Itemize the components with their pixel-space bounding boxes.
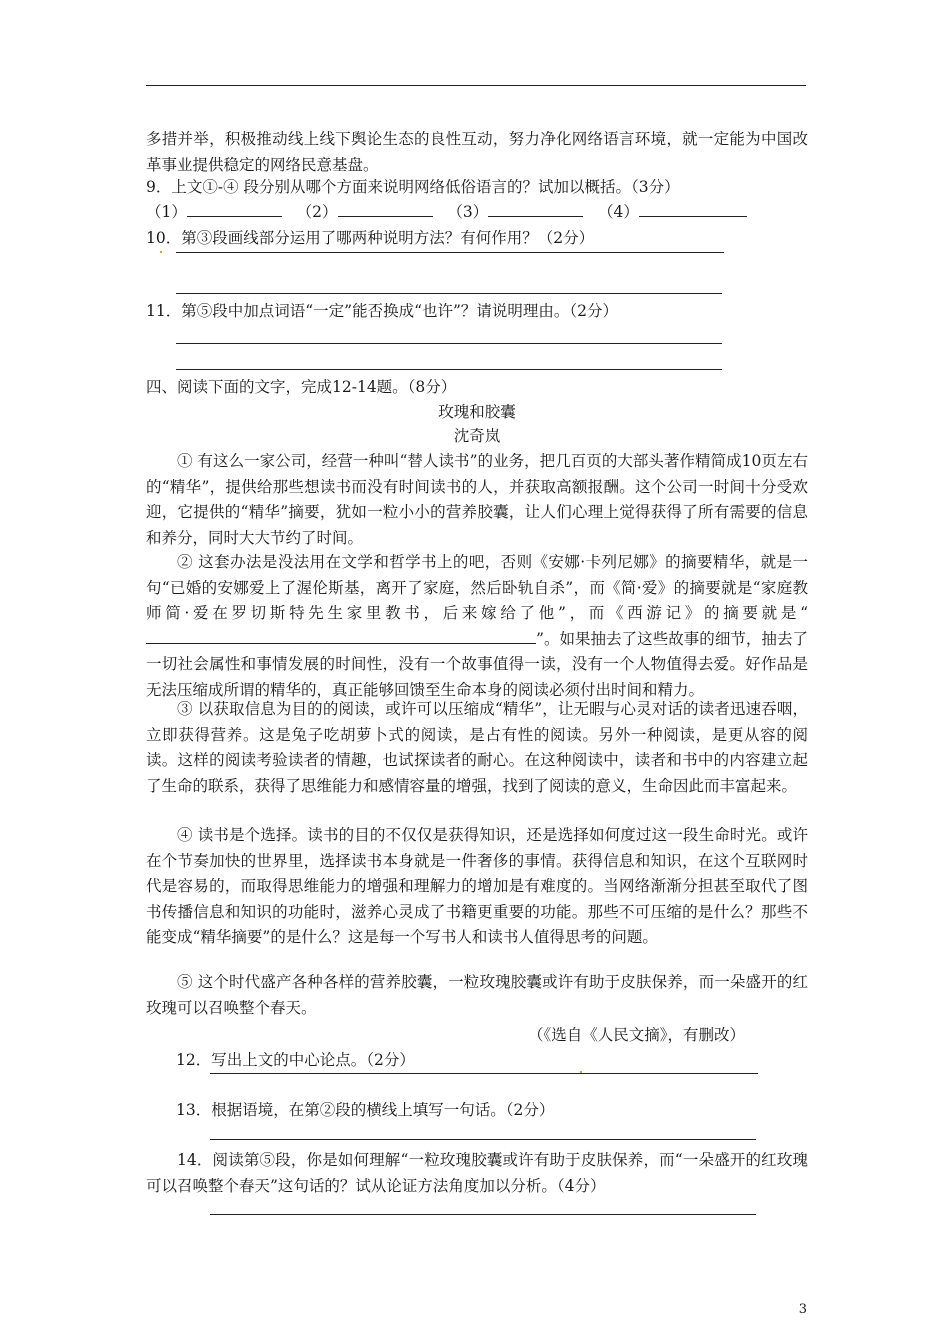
q14-answer-line[interactable]	[210, 1214, 756, 1215]
section-4-heading: 四、阅读下面的文字，完成12-14题。（8分）	[146, 378, 457, 396]
q13-answer-line[interactable]	[210, 1139, 756, 1140]
q9-label-1: （1）	[146, 203, 187, 221]
paragraph-2-part-a: ② 这套办法是没法用在文学和哲学书上的吧，否则《安娜·卡列尼娜》的摘要精华，就是一句“已婚的安娜爱上了渥伦斯基，离开了家庭，然后卧轨自杀”，而《简·爱》的摘要就是“家庭教师简·爱在罗切斯特先生家里教书，后来嫁给了他”，而《西游记》的摘要就是“	[146, 553, 808, 622]
article-paragraph-4: ④ 读书是个选择。读书的目的不仅仅是获得知识，还是选择如何度过这一段生命时光。或许在个节奏加快的世界里，选择读书本身就是一件奢侈的事情。获得信息和知识，在这个互联网时代是容易的，而取得思维能力的增强和理解力的增加是有难度的。当网络渐渐分担甚至取代了图书传播信息和知识的功能时，滋养心灵成了书籍更重要的功能。那些不可压缩的是什么？那些不能变成“精华摘要”的是什么？这是每一个写书人和读书人值得思考的问题。	[146, 826, 808, 946]
question-12: 12．写出上文的中心论点。（2分）	[176, 1051, 415, 1069]
q10-answer-line-2[interactable]	[176, 293, 722, 294]
article-paragraph-5: ⑤ 这个时代盛产各种各样的营养胶囊，一粒玫瑰胶囊或许有助于皮肤保养，而一朵盛开的红玫瑰可以召唤整个春天。	[146, 973, 808, 1017]
decor-dot	[580, 1071, 582, 1073]
article-paragraph-3: ③ 以获取信息为目的的阅读，或许可以压缩成“精华”，让无暇与心灵对话的读者迅速吞咽，立即获得营养。这是兔子吃胡萝卜式的阅读，是占有性的阅读。另外一种阅读，是更从容的阅读。这样的阅读考验读者的情趣，也试探读者的耐心。在这种阅读中，读者和书中的内容建立起了生命的联系，获得了思维能力和感情容量的增强，找到了阅读的意义，生命因此而丰富起来。	[146, 700, 808, 795]
q9-blank-4[interactable]	[639, 202, 747, 217]
page-number: 3	[798, 1302, 807, 1317]
question-9: 9．上文①-④ 段分别从哪个方面来说明网络低俗语言的？试加以概括。（3分）	[146, 178, 680, 196]
header-rule	[146, 85, 806, 86]
q9-blank-2[interactable]	[338, 202, 433, 217]
question-10: 10．第③段画线部分运用了哪两种说明方法？有何作用？（2分）	[146, 229, 595, 247]
article-title: 玫瑰和胶囊	[438, 403, 516, 421]
article-source: （《选自《人民文摘》，有删改）	[528, 1026, 746, 1044]
question-9-answer-row	[146, 201, 747, 223]
q9-blank-1[interactable]	[187, 202, 282, 217]
q12-answer-line[interactable]	[210, 1073, 758, 1074]
paragraph-2-blank[interactable]	[146, 629, 536, 644]
question-13: 13．根据语境，在第②段的横线上填写一句话。（2分）	[176, 1101, 555, 1119]
article-paragraph-2	[146, 550, 808, 703]
q9-label-2: （2）	[296, 203, 338, 221]
question-14: 14．阅读第⑤段，你是如何理解“一粒玫瑰胶囊或许有助于皮肤保养，而“一朵盛开的红玫瑰可以召唤整个春天”这句话的？试从论证方法角度加以分析。（4分）	[146, 1151, 808, 1195]
q9-label-3: （3）	[447, 203, 489, 221]
q10-answer-line-1[interactable]	[176, 252, 724, 253]
paragraph-2-part-b: ”。如果抽去了这些故事的细节，抽去了一切社会属性和事情发展的时间性，没有一个故事值得一读，没有一个人物值得去爱。好作品是无法压缩成所谓的精华的，真正能够回馈至生命本身的阅读必须付出时间和精力。	[146, 629, 808, 699]
question-11: 11．第⑤段中加点词语“一定”能否换成“也许”？请说明理由。（2分）	[146, 302, 619, 320]
article-paragraph-1: ① 有这么一家公司，经营一种叫“替人读书”的业务，把几百页的大部头著作精简成10页左右的“精华”，提供给那些想读书而没有时间读书的人，并获取高额报酬。这个公司一时间十分受欢迎，它提供的“精华”摘要，犹如一粒小小的营养胶囊，让人们心理上觉得获得了所有需要的信息和养分，同时大大节约了时间。	[146, 452, 808, 547]
q11-answer-line-1[interactable]	[176, 343, 722, 344]
q11-answer-line-2[interactable]	[176, 369, 722, 370]
decor-dot	[160, 251, 162, 253]
article-author: 沈奇岚	[453, 427, 501, 445]
intro-paragraph: 多措并举，积极推动线上线下舆论生态的良性互动，努力净化网络语言环境，就一定能为中国改革事业提供稳定的网络民意基盘。	[146, 130, 808, 174]
q9-label-4: （4）	[597, 203, 639, 221]
q9-blank-3[interactable]	[488, 202, 583, 217]
